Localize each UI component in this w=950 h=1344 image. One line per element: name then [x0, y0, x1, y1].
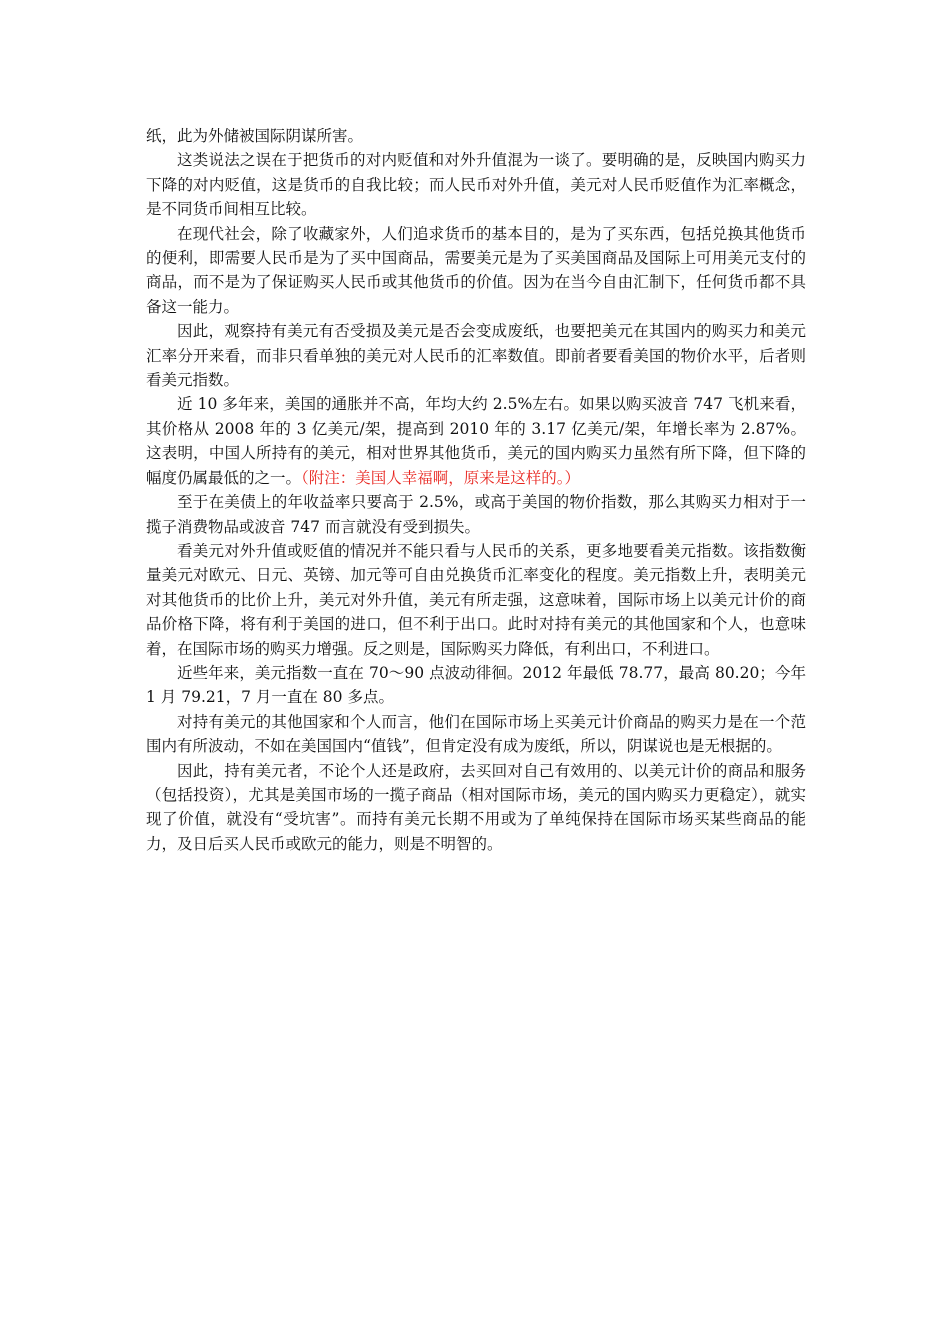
paragraph-text: 至于在美债上的年收益率只要高于 2.5%，或高于美国的物价指数，那么其购买力相对于一揽子消费物品或波音 747 而言就没有受到损失。: [146, 493, 806, 536]
paragraph-8: [146, 661, 806, 710]
paragraph-text: 这类说法之误在于把货币的对内贬值和对外升值混为一谈了。要明确的是，反映国内购买力下降的对内贬值，这是货币的自我比较；而人民币对外升值，美元对人民币贬值作为汇率概念，是不同货币间相互比较。: [146, 151, 806, 219]
paragraph-1: [146, 124, 806, 148]
editor-note: （附注：美国人幸福啊，原来是这样的。）: [301, 468, 581, 487]
paragraph-9: [146, 710, 806, 759]
paragraph-text: 因此，观察持有美元有否受损及美元是否会变成废纸，也要把美元在其国内的购买力和美元汇率分开来看，而非只看单独的美元对人民币的汇率数值。即前者要看美国的物价水平，后者则看美元指数。: [146, 322, 806, 390]
paragraph-text: 近 10 多年来，美国的通胀并不高，年均大约 2.5%左右。如果以购买波音 747 飞机来看，其价格从 2008 年的 3 亿美元/架，提高到 2010 年的 3.17 亿美元/架，年增长率为 2.87%。这表明，中国人所持有的美元，相对世界其他货币，美元的国内购买力虽然有所下降，但下降的幅度仍属最低的之一。: [146, 395, 806, 487]
paragraph-10: [146, 759, 806, 857]
paragraph-text: 看美元对外升值或贬值的情况并不能只看与人民币的关系，更多地要看美元指数。该指数衡量美元对欧元、日元、英镑、加元等可自由兑换货币汇率变化的程度。美元指数上升，表明美元对其他货币的比价上升，美元对外升值，美元有所走强，这意味着，国际市场上以美元计价的商品价格下降，将有利于美国的进口，但不利于出口。此时对持有美元的其他国家和个人，也意味着，在国际市场的购买力增强。反之则是，国际购买力降低，有利出口，不利进口。: [146, 541, 806, 658]
paragraph-text: 在现代社会，除了收藏家外，人们追求货币的基本目的，是为了买东西，包括兑换其他货币的便利，即需要人民币是为了买中国商品，需要美元是为了买美国商品及国际上可用美元支付的商品，而不是为了保证购买人民币或其他货币的价值。因为在当今自由汇制下，任何货币都不具备这一能力。: [146, 224, 806, 316]
paragraph-6: [146, 490, 806, 539]
paragraph-3: [146, 222, 806, 320]
article-body: [146, 124, 806, 856]
paragraph-text: 对持有美元的其他国家和个人而言，他们在国际市场上买美元计价商品的购买力是在一个范围内有所波动，不如在美国国内“值钱”，但肯定没有成为废纸，所以，阴谋说也是无根据的。: [146, 712, 806, 756]
paragraph-text: 纸，此为外储被国际阴谋所害。: [146, 127, 364, 145]
paragraph-7: [146, 539, 806, 661]
paragraph-text: 近些年来，美元指数一直在 70～90 点波动徘徊。2012 年最低 78.77，最高 80.20；今年 1 月 79.21，7 月一直在 80 多点。: [146, 663, 806, 707]
paragraph-text: 因此，持有美元者，不论个人还是政府，去买回对自己有效用的、以美元计价的商品和服务（包括投资），尤其是美国市场的一揽子商品（相对国际市场，美元的国内购买力更稳定），就实现了价值，就没有“受坑害”。而持有美元长期不用或为了单纯保持在国际市场买某些商品的能力，及日后买人民币或欧元的能力，则是不明智的。: [146, 761, 806, 853]
paragraph-2: [146, 148, 806, 221]
paragraph-4: [146, 319, 806, 392]
paragraph-5: [146, 392, 806, 490]
